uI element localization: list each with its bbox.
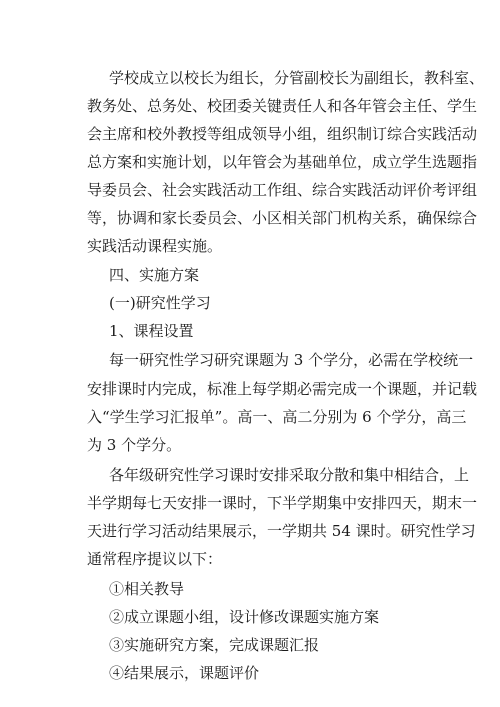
paragraph-line: 总方案和实施计划，以年管会为基础单位，成立学生选题指	[87, 153, 478, 171]
paragraph-line: 会主席和校外教授等组成领导小组，组织制订综合实践活动	[87, 125, 478, 143]
paragraph-line: 导委员会、社会实践活动工作组、综合实践活动评价考评组	[87, 181, 478, 199]
paragraph-line: 实践活动课程实施。	[87, 237, 223, 255]
paragraph-line: 半学期每七天安排一课时，下半学期集中安排四天，期末一	[87, 494, 478, 512]
paragraph-line: 入“学生学习汇报单”。高一、高二分别为 6 个学分，高三	[87, 408, 467, 426]
paragraph-line: 为 3 个学分。	[87, 436, 182, 454]
list-item: ④结果展示，课题评价	[109, 664, 260, 682]
paragraph-line: 各年级研究性学习课时安排采取分散和集中相结合，上	[109, 466, 470, 484]
subsection-heading: (一)研究性学习	[109, 294, 211, 312]
paragraph-line: 天进行学习活动结果展示，一学期共 54 课时。研究性学习	[87, 522, 476, 540]
paragraph-line: 教务处、总务处、校团委关键责任人和各年管会主任、学生	[87, 97, 478, 115]
paragraph-line: 等，协调和家长委员会、小区相关部门机构关系，确保综合	[87, 209, 478, 227]
paragraph-line: 通常程序提议以下：	[87, 550, 223, 568]
subsection-heading: 1、课程设置	[109, 322, 194, 340]
paragraph-line: 每一研究性学习研究课题为 3 个学分，必需在学校统一	[109, 351, 474, 369]
section-heading: 四、实施方案	[109, 266, 200, 284]
list-item: ③实施研究方案，完成课题汇报	[109, 636, 320, 654]
paragraph-line: 安排课时内完成，标准上每学期必需完成一个课题，并记载	[87, 380, 478, 398]
list-item: ①相关教导	[109, 580, 185, 598]
paragraph-line: 学校成立以校长为组长，分管副校长为副组长，教科室、	[109, 69, 485, 87]
list-item: ②成立课题小组，设计修改课题实施方案	[109, 608, 380, 626]
